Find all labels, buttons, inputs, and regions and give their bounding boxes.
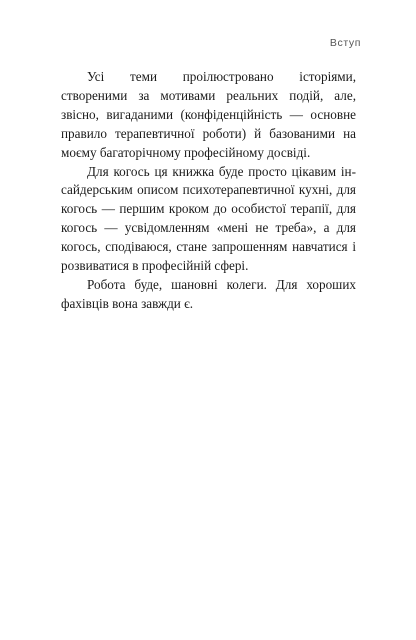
paragraph-3: Робота буде, шановні колеги. Для хороших фахівців вона завжди є.: [61, 276, 356, 311]
running-header: Вступ: [329, 37, 361, 49]
body-text: [61, 68, 356, 314]
paragraph-2: Для когось ця книжка буде просто цікавим інсайдерським описом психотерапевтичної кухні, для когось — першим кроком до особистої терапії, для когось — усвідомленням «мені не треба», а для когось, сподіваюся, стане запрошенням навчатися і розвиватися в професійній сфері.: [61, 163, 356, 274]
paragraph-1: Усі теми проілюстровано історіями, створеними за мотивами реальних подій, але, звісно, вигаданими (конфіденційність — основне правило терапевтичної роботи) й базованими на моєму багаторічному професійному досвіді.: [61, 69, 356, 160]
